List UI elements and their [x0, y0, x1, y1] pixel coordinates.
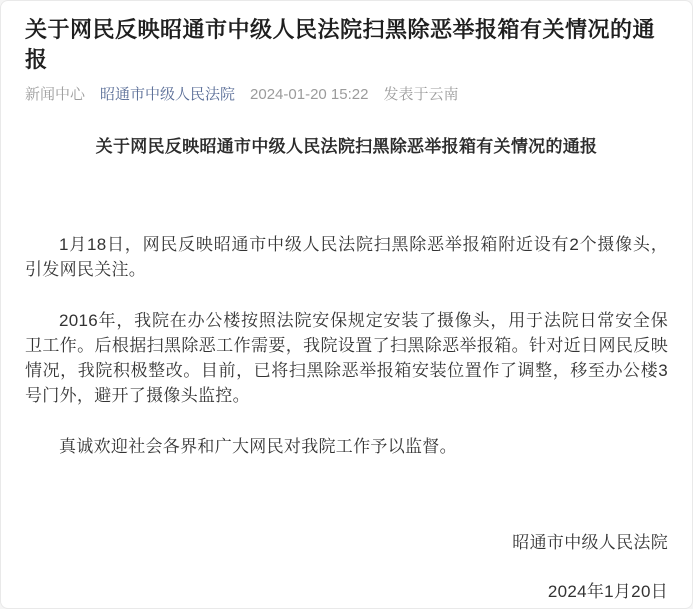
publish-datetime: 2024-01-20 15:22	[250, 86, 369, 103]
article-signature: 昭通市中级人民法院	[512, 533, 668, 552]
article-date: 2024年1月20日	[547, 582, 668, 601]
publish-location: 发表于云南	[383, 86, 459, 103]
account-name-link[interactable]: 昭通市中级人民法院	[100, 86, 236, 103]
page-headline: 关于网民反映昭通市中级人民法院扫黑除恶举报箱有关情况的通报	[25, 17, 656, 72]
article-paragraph-1: 1月18日，网民反映昭通市中级人民法院扫黑除恶举报箱附近设有2个摄像头，引发网民关注。	[25, 235, 668, 279]
article-paragraph-3: 真诚欢迎社会各界和广大网民对我院工作予以监督。	[59, 437, 457, 456]
article-meta-row	[25, 85, 668, 105]
article-body	[25, 135, 668, 604]
article-paragraph-2: 2016年，我院在办公楼按照法院安保规定安装了摄像头，用于法院日常安全保卫工作。后根据扫黑除恶工作需要，我院设置了扫黑除恶举报箱。针对近日网民反映情况，我院积极整改。目前，已将扫黑除恶举报箱安装位置作了调整，移至办公楼3号门外，避开了摄像头监控。	[25, 311, 668, 405]
meta-section-label: 新闻中心	[25, 86, 86, 103]
article-title: 关于网民反映昭通市中级人民法院扫黑除恶举报箱有关情况的通报	[95, 137, 598, 156]
